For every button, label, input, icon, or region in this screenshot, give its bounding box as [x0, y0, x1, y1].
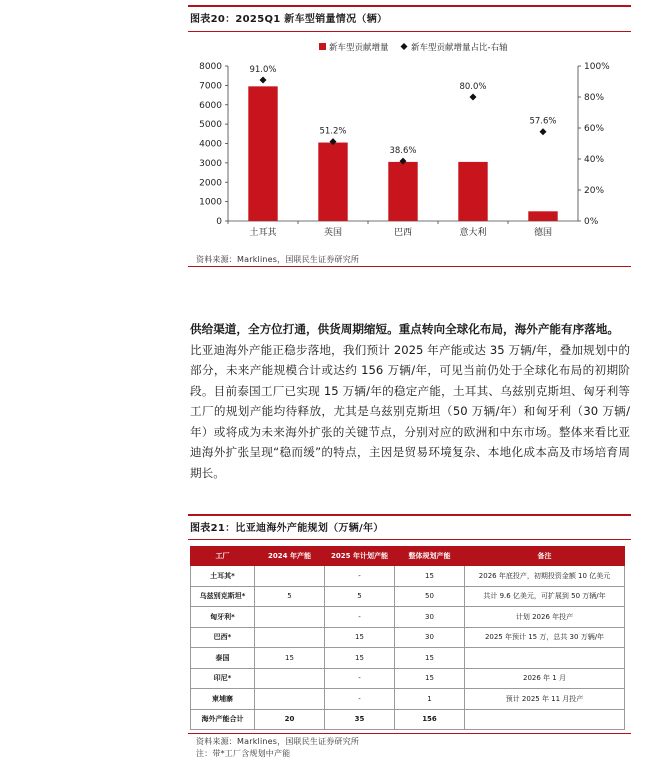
header-capacity-2025: 2025 年计划产能 [325, 547, 395, 566]
legend-bar-swatch [319, 43, 326, 50]
cell [255, 566, 325, 587]
share-point-label: 80.0% [459, 82, 487, 92]
left-tick-label: 1000 [199, 197, 222, 208]
table-header-row [191, 547, 625, 566]
right-tick-label: 80% [584, 93, 605, 103]
table-row [191, 668, 625, 689]
cell: 15 [255, 648, 325, 669]
body-text: 比亚迪海外产能正稳步落地，我们预计 2025 年产能或达 35 万辆/年，叠加规划中的部分，未来产能规模合计或达约 156 万辆/年，可见当前仍处于全球化布局的初期阶段。目前泰国工厂已实现 15 万辆/年的稳定产能，土耳其、乌兹别克斯坦、匈牙利等工厂的规划产能均待释放，尤其是乌兹别克斯坦（50 万辆/年）和匈牙利（30 万辆/年）或将成为未来海外扩张的关键节点，分别对应的欧洲和中东市场。整体来看比亚迪海外扩张呈现“稳而缓”的特点，主因是贸易环境复杂、本地化成本高及市场培育周期长。 [190, 342, 630, 480]
factory-cell: 印尼* [191, 668, 255, 689]
cell: - [325, 566, 395, 587]
bar [458, 162, 487, 221]
remark-cell: 2026 年 1 月 [465, 668, 625, 689]
legend-marker-swatch [401, 43, 408, 50]
factory-cell: 乌兹别克斯坦* [191, 586, 255, 607]
left-tick-label: 7000 [199, 81, 222, 92]
factory-cell: 泰国 [191, 648, 255, 669]
left-tick-label: 3000 [199, 158, 222, 169]
header-rule [188, 31, 631, 32]
legend-marker-label: 新车型贡献增量占比-右轴 [411, 43, 508, 53]
bar [388, 162, 417, 221]
right-tick-label: 20% [584, 186, 605, 196]
figure20-header [188, 5, 631, 33]
figure21-note: 注：带*工厂含规划中产能 [196, 749, 291, 758]
source-rule [188, 266, 631, 267]
cell: 50 [395, 586, 465, 607]
share-point-label: 51.2% [319, 126, 347, 137]
total-cell: 156 [395, 709, 465, 730]
table-row [191, 566, 625, 587]
capacity-table [190, 546, 625, 730]
cell: 5 [255, 586, 325, 607]
remark-cell: 预计 2025 年 11 月投产 [465, 689, 625, 710]
header-factory: 工厂 [191, 547, 255, 566]
factory-cell: 巴西* [191, 627, 255, 648]
total-cell: 20 [255, 709, 325, 730]
table-row [191, 689, 625, 710]
left-tick-label: 0 [216, 217, 222, 227]
bar [248, 86, 277, 221]
body-lead: 供给渠道，全方位打通，供货周期缩短。重点转向全球化布局，海外产能有序落地。 [190, 322, 619, 336]
cell [255, 668, 325, 689]
remark-cell: 计划 2026 年投产 [465, 607, 625, 628]
figure21-source: 资料来源：Marklines，国联民生证券研究所 [196, 737, 360, 746]
right-tick-label: 40% [584, 155, 605, 165]
cell [255, 627, 325, 648]
remark-cell [465, 648, 625, 669]
cell [255, 689, 325, 710]
left-tick-label: 6000 [199, 100, 222, 111]
share-point [470, 94, 477, 101]
x-tick-label: 巴西 [393, 228, 413, 238]
figure21-title: 图表21：比亚迪海外产能规划（万辆/年） [190, 523, 384, 534]
cell: 15 [395, 566, 465, 587]
remark-cell: 2026 年底投产，初期投资金额 10 亿美元 [465, 566, 625, 587]
left-tick-label: 5000 [199, 120, 222, 131]
cell: 30 [395, 627, 465, 648]
left-tick-label: 4000 [199, 139, 222, 150]
factory-cell: 匈牙利* [191, 607, 255, 628]
right-tick-label: 100% [584, 62, 610, 72]
cell: 15 [395, 668, 465, 689]
header-capacity-total: 整体规划产能 [395, 547, 465, 566]
header-rule [188, 539, 631, 540]
sales-chart [188, 33, 631, 245]
legend-bar-label: 新车型贡献增量 [329, 43, 389, 53]
total-label: 海外产能合计 [191, 709, 255, 730]
cell: - [325, 689, 395, 710]
figure21-header [188, 514, 631, 542]
cell: 30 [395, 607, 465, 628]
remark-cell: 共计 9.6 亿美元，可扩展到 50 万辆/年 [465, 586, 625, 607]
cell: 15 [325, 627, 395, 648]
left-tick-label: 2000 [199, 178, 222, 189]
cell: - [325, 607, 395, 628]
share-point [260, 76, 267, 83]
share-point-label: 91.0% [249, 64, 277, 75]
x-tick-label: 意大利 [459, 228, 487, 238]
share-point-label: 38.6% [389, 146, 417, 157]
right-tick-label: 60% [584, 124, 605, 134]
cell [255, 607, 325, 628]
table-row [191, 586, 625, 607]
x-tick-label: 土耳其 [249, 228, 277, 238]
cell: - [325, 668, 395, 689]
x-tick-label: 英国 [323, 228, 343, 238]
body-paragraph [190, 319, 630, 483]
total-cell: 35 [325, 709, 395, 730]
factory-cell: 柬埔寨 [191, 689, 255, 710]
table-row [191, 607, 625, 628]
right-tick-label: 0% [584, 217, 599, 227]
cell: 5 [325, 586, 395, 607]
table-total-row [191, 709, 625, 730]
bar [528, 211, 557, 221]
table-row [191, 648, 625, 669]
chart-legend [319, 42, 508, 53]
share-point-label: 57.6% [529, 116, 557, 127]
factory-cell: 土耳其* [191, 566, 255, 587]
cell: 15 [325, 648, 395, 669]
figure20-source: 资料来源：Marklines，国联民生证券研究所 [196, 255, 360, 264]
table-row [191, 627, 625, 648]
x-tick-label: 德国 [533, 228, 553, 238]
cell: 15 [395, 648, 465, 669]
cell: 1 [395, 689, 465, 710]
header-capacity-2024: 2024 年产能 [255, 547, 325, 566]
header-remarks: 备注 [465, 547, 625, 566]
figure20-title: 图表20：2025Q1 新车型销量情况（辆） [190, 14, 388, 25]
chart-points [249, 65, 556, 165]
remark-cell: 2025 年预计 15 万，总共 30 万辆/年 [465, 627, 625, 648]
left-tick-label: 8000 [199, 62, 222, 72]
source-rule [188, 733, 631, 734]
share-point [540, 128, 547, 135]
total-cell [465, 709, 625, 730]
bar [318, 143, 347, 221]
